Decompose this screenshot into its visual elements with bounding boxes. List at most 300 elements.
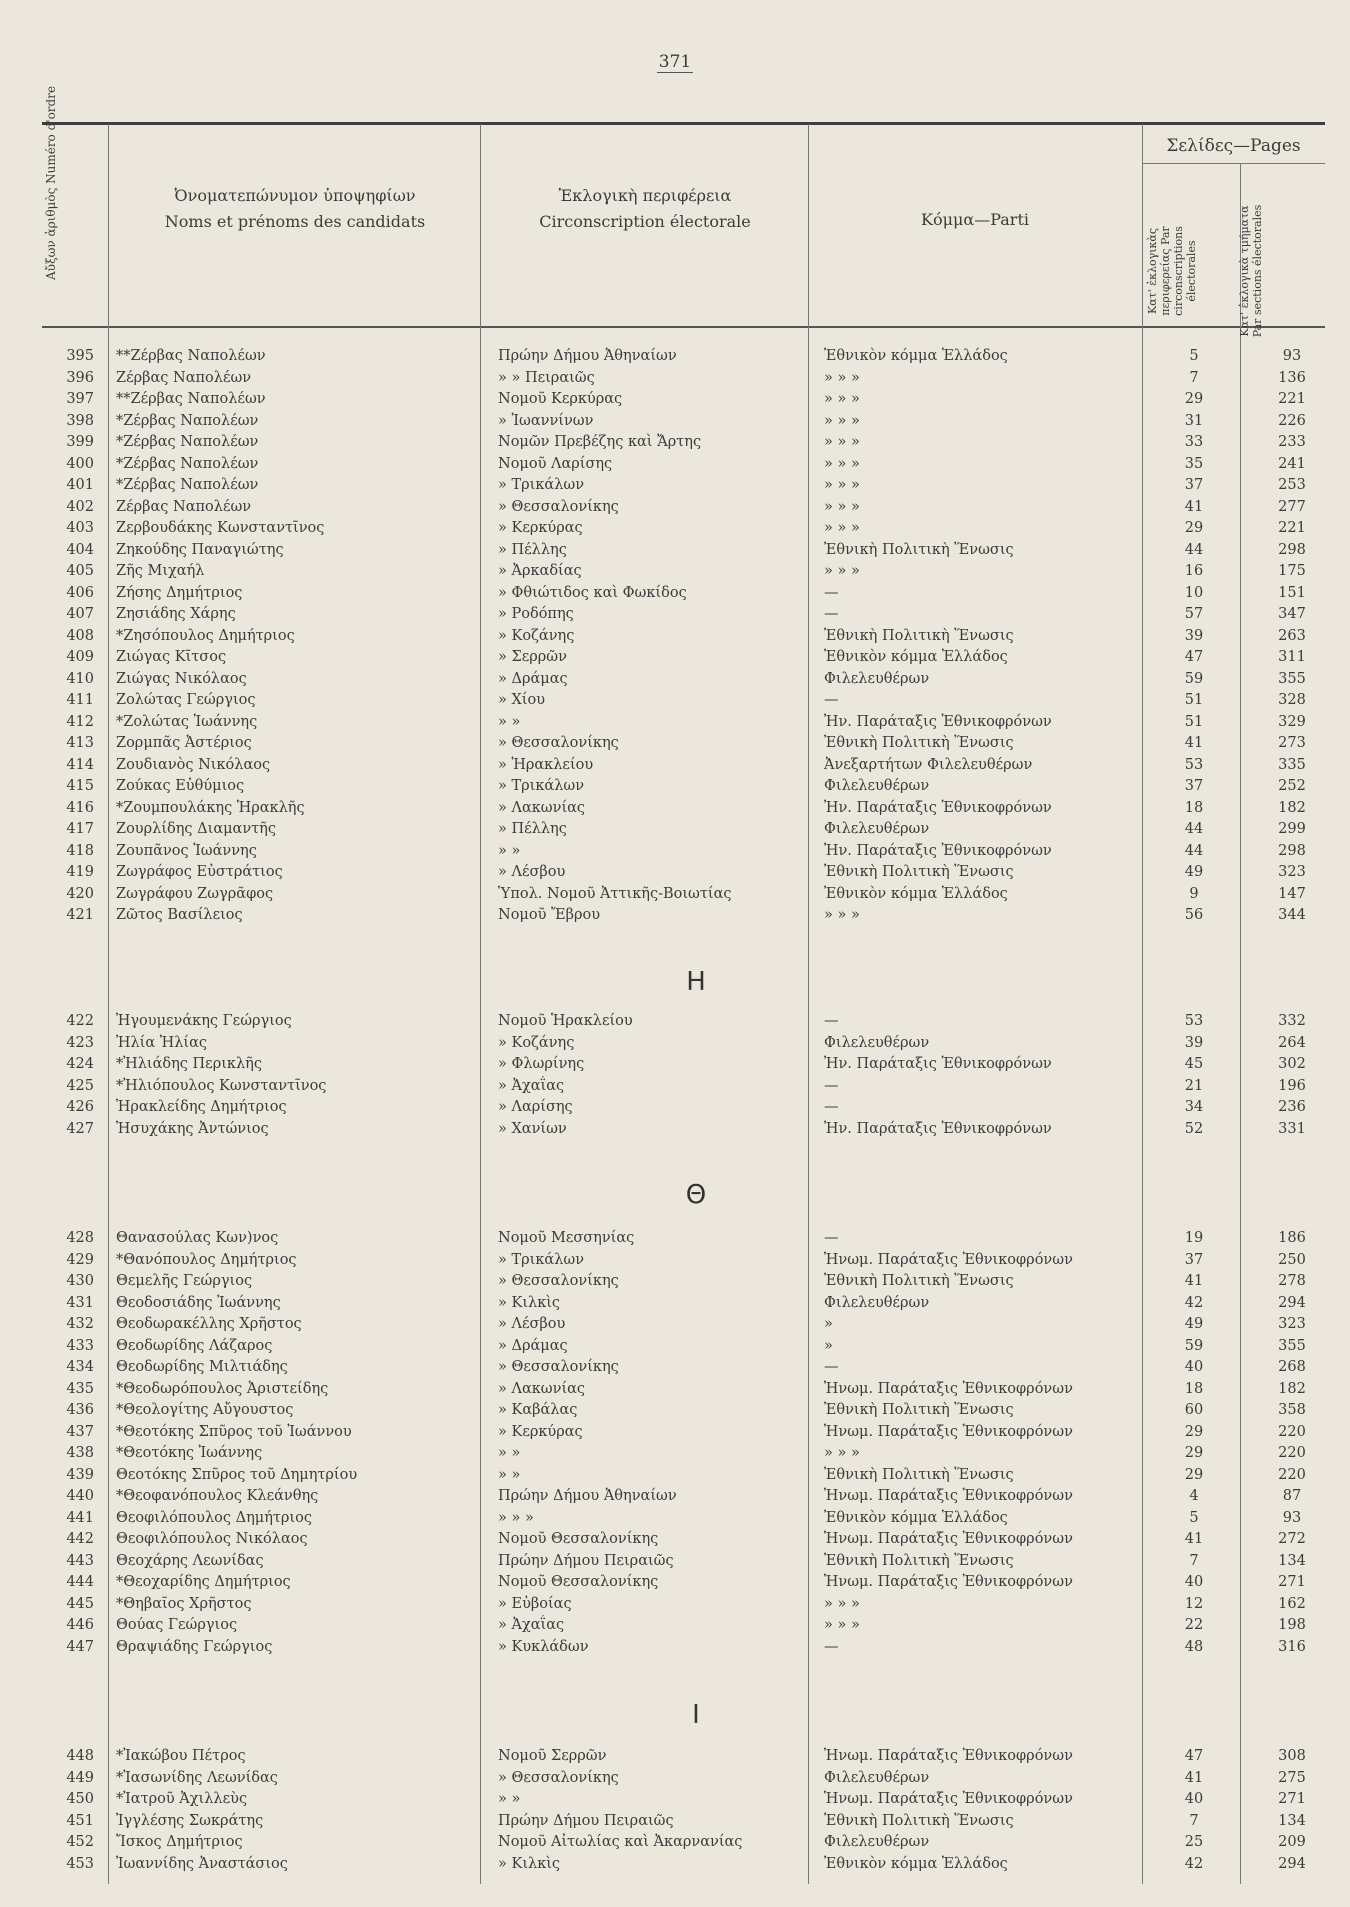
page-circonscription: 37 [1184, 1251, 1204, 1268]
candidate-name: Ἰγγλέσης Σωκράτης [116, 1812, 264, 1829]
page-circonscription: 40 [1184, 1574, 1204, 1590]
page-circonscription: 29 [1184, 391, 1204, 407]
row-number: 419 [66, 864, 94, 880]
section-letter-eta: Η [686, 967, 706, 997]
page-section: 198 [1278, 1617, 1306, 1633]
page-circonscription: 16 [1184, 563, 1204, 579]
page-circonscription: 51 [1184, 692, 1204, 708]
candidate-name: *Θανόπουλος Δημήτριος [116, 1251, 297, 1268]
page-section: 186 [1278, 1230, 1306, 1246]
table-row [42, 647, 1325, 669]
table-row [42, 1572, 1325, 1594]
circonscription: » Πέλλης [498, 541, 567, 558]
party: Ἐθνικὸν κόμμα Ἑλλάδος [824, 1509, 1008, 1526]
party: Ἡνωμ. Παράταξις Ἐθνικοφρόνων [824, 1748, 1073, 1764]
row-number: 423 [66, 1034, 94, 1051]
page-section: 221 [1278, 391, 1306, 407]
party: — [824, 1359, 839, 1375]
table-row [42, 1637, 1325, 1659]
circonscription: » » [498, 713, 521, 730]
page-section: 236 [1278, 1099, 1306, 1115]
table-row [42, 411, 1325, 433]
candidate-name: Ζῆς Μιχαήλ [116, 563, 205, 579]
party: Φιλελευθέρων [824, 1034, 930, 1051]
row-number: 396 [66, 369, 94, 386]
candidate-name: Θεοφιλόπουλος Δημήτριος [116, 1509, 312, 1526]
party: Ἡνωμ. Παράταξις Ἐθνικοφρόνων [824, 1531, 1073, 1547]
row-number: 431 [66, 1294, 94, 1311]
table-row [42, 561, 1325, 583]
page-circonscription: 49 [1184, 864, 1204, 880]
candidate-name: Θεοτόκης Σπῦρος τοῦ Δημητρίου [116, 1466, 358, 1483]
page-circonscription: 35 [1184, 455, 1204, 472]
page-section: 347 [1278, 606, 1306, 622]
page-circonscription: 40 [1184, 1359, 1204, 1375]
candidate-name: *Θεοτόκης Σπῦρος τοῦ Ἰωάννου [116, 1423, 352, 1440]
candidate-name: *Ζέρβας Ναπολέων [116, 412, 259, 429]
circonscription: » » [498, 1466, 521, 1483]
party: Ἡνωμ. Παράταξις Ἐθνικοφρόνων [824, 1251, 1073, 1268]
table-row [42, 583, 1325, 605]
circonscription: Νομοῦ Λαρίσης [498, 455, 613, 472]
page-circonscription: 7 [1189, 1812, 1199, 1829]
page-circonscription: 53 [1184, 1013, 1204, 1029]
page-circonscription: 44 [1184, 541, 1204, 558]
row-number: 397 [66, 391, 94, 407]
candidate-name: Ζησιάδης Χάρης [116, 606, 236, 622]
circonscription: » Τρικάλων [498, 477, 585, 493]
party: Φιλελευθέρων [824, 1834, 930, 1850]
page-section: 226 [1278, 412, 1306, 429]
page-circonscription: 51 [1184, 713, 1204, 730]
table-row [42, 1789, 1325, 1811]
page-circonscription: 41 [1184, 1769, 1204, 1786]
party: Φιλελευθέρων [824, 778, 930, 794]
page-circonscription: 5 [1189, 348, 1199, 364]
circonscription: » Λαρίσης [498, 1099, 573, 1115]
row-number: 410 [66, 670, 94, 687]
row-number: 432 [66, 1316, 94, 1332]
page-circonscription: 37 [1184, 477, 1204, 493]
candidate-name: *Ζησόπουλος Δημήτριος [116, 627, 295, 644]
candidate-name: Θούας Γεώργιος [116, 1617, 238, 1633]
row-number: 442 [66, 1531, 94, 1547]
circonscription: » Δράμας [498, 670, 568, 687]
circonscription: » » [498, 1791, 521, 1807]
row-number: 439 [66, 1466, 94, 1483]
page-section: 271 [1278, 1791, 1306, 1807]
header-number: Αὔξων ἀριθμὸς Numéro d'ordre [44, 85, 58, 280]
row-number: 412 [66, 713, 94, 730]
row-number: 401 [66, 477, 94, 493]
page-circonscription: 41 [1184, 498, 1204, 515]
table-row [42, 604, 1325, 626]
page-section: 328 [1278, 692, 1306, 708]
header-circonscription: Ἐκλογικὴ περιφέρεια Circonscription électorale [539, 186, 751, 231]
candidate-name: Ζιώγας Κῖτσος [116, 649, 227, 665]
table-row [42, 776, 1325, 798]
row-number: 437 [66, 1423, 94, 1440]
party: Ἡνωμ. Παράταξις Ἐθνικοφρόνων [824, 1380, 1073, 1397]
candidate-name: Ἡρακλείδης Δημήτριος [116, 1099, 287, 1115]
circonscription: » Λακωνίας [498, 799, 586, 816]
candidate-name: **Ζέρβας Ναπολέων [116, 348, 266, 364]
table-row [42, 690, 1325, 712]
page-circonscription: 31 [1184, 412, 1204, 429]
page-circonscription: 44 [1184, 821, 1204, 837]
page-circonscription: 40 [1184, 1791, 1204, 1807]
row-number: 440 [66, 1488, 94, 1504]
party: » » » [824, 563, 860, 579]
candidate-name: Ζήσης Δημήτριος [116, 584, 243, 601]
page-circonscription: 59 [1184, 670, 1204, 687]
candidate-name: Θραψιάδης Γεώργιος [116, 1638, 273, 1655]
page-section: 271 [1278, 1574, 1306, 1590]
party: — [824, 606, 839, 622]
circonscription: Πρώην Δήμου Πειραιῶς [498, 1552, 674, 1569]
table-row [42, 1054, 1325, 1076]
candidate-name: *Θεοχαρίδης Δημήτριος [116, 1574, 291, 1590]
header-name: Ὀνοματεπώνυμον ὑποψηφίων Noms et prénoms des candidats [164, 186, 426, 231]
party: Ἠν. Παράταξις Ἐθνικοφρόνων [824, 799, 1052, 816]
circonscription: Ὑπολ. Νομοῦ Ἀττικῆς-Βοιωτίας [498, 885, 732, 902]
row-number: 406 [66, 584, 94, 601]
party: Ἡνωμ. Παράταξις Ἐθνικοφρόνων [824, 1574, 1073, 1590]
page-section: 331 [1278, 1120, 1306, 1137]
candidate-name: Ἴσκος Δημήτριος [116, 1834, 243, 1850]
circonscription: Νομοῦ Ἡρακλείου [498, 1013, 633, 1029]
page-section: 278 [1278, 1273, 1306, 1289]
page-section: 316 [1278, 1638, 1306, 1655]
table-row [42, 1119, 1325, 1141]
table-row [42, 712, 1325, 734]
party: » » » [824, 520, 860, 536]
candidate-name: *Ἰασωνίδης Λεωνίδας [116, 1769, 278, 1786]
row-number: 426 [66, 1099, 94, 1115]
party: » » » [824, 391, 860, 407]
party: » » » [824, 477, 860, 493]
candidate-name: Ζιώγας Νικόλαος [116, 670, 247, 687]
pages-subheader-rule [1142, 163, 1325, 164]
page-circonscription: 18 [1184, 799, 1204, 816]
circonscription: » Λέσβου [498, 864, 566, 880]
table-row [42, 540, 1325, 562]
row-number: 404 [66, 541, 94, 558]
page-section: 220 [1278, 1445, 1306, 1461]
page-section: 298 [1278, 842, 1306, 859]
table-row [42, 1529, 1325, 1551]
table-row [42, 626, 1325, 648]
party: Ἐθνικὸν κόμμα Ἑλλάδος [824, 348, 1008, 364]
party: — [824, 1013, 839, 1029]
circonscription: » Κερκύρας [498, 520, 583, 536]
party: — [824, 584, 839, 601]
row-number: 449 [66, 1769, 94, 1786]
page-section: 311 [1278, 649, 1306, 665]
row-number: 417 [66, 821, 94, 837]
row-number: 441 [66, 1509, 94, 1526]
party: » » » [824, 498, 860, 515]
circonscription: » » » [498, 1509, 534, 1526]
party: Ἐθνικὴ Πολιτικὴ Ἕνωσις [824, 627, 1014, 644]
page-circonscription: 29 [1184, 1445, 1204, 1461]
row-number: 450 [66, 1791, 94, 1807]
candidate-name: Θεοδωρίδης Μιλτιάδης [116, 1359, 288, 1375]
table-row [42, 1228, 1325, 1250]
circonscription: » Θεσσαλονίκης [498, 1769, 619, 1786]
candidate-name: Ζωγράφου Ζωγρᾶφος [116, 885, 274, 902]
table-row [42, 1271, 1325, 1293]
party: Φιλελευθέρων [824, 1294, 930, 1311]
table-row [42, 755, 1325, 777]
page-circonscription: 45 [1184, 1056, 1204, 1072]
party: Ἡνωμ. Παράταξις Ἐθνικοφρόνων [824, 1791, 1073, 1807]
circonscription: Νομοῦ Θεσσαλονίκης [498, 1574, 659, 1590]
party: » » » [824, 907, 860, 923]
row-number: 429 [66, 1251, 94, 1268]
table-row [42, 497, 1325, 519]
table-row [42, 1336, 1325, 1358]
circonscription: » Θεσσαλονίκης [498, 498, 619, 515]
page-section: 134 [1278, 1812, 1306, 1829]
candidate-name: *Ζέρβας Ναπολέων [116, 477, 259, 493]
party: Ἐθνικὴ Πολιτικὴ Ἕνωσις [824, 864, 1014, 880]
page-section: 358 [1278, 1402, 1306, 1418]
page-section: 250 [1278, 1251, 1306, 1268]
page-section: 344 [1278, 907, 1306, 923]
page-section: 87 [1282, 1488, 1302, 1504]
candidate-name: Ἠλία Ἠλίας [116, 1034, 208, 1051]
page-section: 298 [1278, 541, 1306, 558]
row-number: 446 [66, 1617, 94, 1633]
circonscription: » Θεσσαλονίκης [498, 735, 619, 751]
page-section: 253 [1278, 477, 1306, 493]
header-pages-sections: Κατ' ἐκλογικὰ τμήματα Par sections électorales [1238, 204, 1264, 338]
page-section: 273 [1278, 735, 1306, 751]
page-section: 268 [1278, 1359, 1306, 1375]
candidate-name: *Θεολογίτης Αὔγουστος [116, 1402, 294, 1418]
page-circonscription: 29 [1184, 1466, 1204, 1483]
table-row [42, 518, 1325, 540]
page-circonscription: 44 [1184, 842, 1204, 859]
row-number: 400 [66, 455, 94, 472]
table-row [42, 862, 1325, 884]
table-row [42, 1250, 1325, 1272]
page-section: 299 [1278, 821, 1306, 837]
party: Ἐθνικὴ Πολιτικὴ Ἕνωσις [824, 1402, 1014, 1418]
candidate-name: Θεμελῆς Γεώργιος [116, 1273, 253, 1289]
party: Ἡνωμ. Παράταξις Ἐθνικοφρόνων [824, 1423, 1073, 1440]
page-circonscription: 18 [1184, 1380, 1204, 1397]
row-number: 409 [66, 649, 94, 665]
page-circonscription: 4 [1189, 1488, 1199, 1504]
candidate-name: *Ἠλιόπουλος Κωνσταντῖνος [116, 1077, 327, 1094]
circonscription: » Θεσσαλονίκης [498, 1273, 619, 1289]
page-circonscription: 57 [1184, 606, 1204, 622]
row-number: 415 [66, 778, 94, 794]
party: » » » [824, 434, 860, 450]
row-number: 436 [66, 1402, 94, 1418]
page-section: 136 [1278, 369, 1306, 386]
table-row [42, 1551, 1325, 1573]
circonscription: » Ροδόπης [498, 606, 574, 622]
table-top-rule [42, 122, 1325, 125]
circonscription: » Δράμας [498, 1337, 568, 1354]
row-number: 452 [66, 1834, 94, 1850]
page-section: 221 [1278, 520, 1306, 536]
candidate-name: *Ζολώτας Ἰωάννης [116, 713, 258, 730]
candidate-name: *Θεοφανόπουλος Κλεάνθης [116, 1488, 319, 1504]
table-row [42, 475, 1325, 497]
candidate-name: Ζορμπᾶς Ἀστέριος [116, 735, 252, 751]
candidate-name: *Ζέρβας Ναπολέων [116, 455, 259, 472]
page-section: 272 [1278, 1531, 1306, 1547]
circonscription: » » [498, 1445, 521, 1461]
circonscription: » Κοζάνης [498, 1034, 575, 1051]
page-circonscription: 33 [1184, 434, 1204, 450]
circonscription: Πρώην Δήμου Ἀθηναίων [498, 348, 677, 364]
candidate-name: *Ἰατροῦ Ἀχιλλεὺς [116, 1791, 248, 1807]
row-number: 424 [66, 1056, 94, 1072]
row-number: 403 [66, 520, 94, 536]
page-circonscription: 49 [1184, 1316, 1204, 1332]
circonscription: » Ἀχαΐας [498, 1077, 565, 1094]
row-number: 411 [66, 692, 94, 708]
page-number: 371 [658, 52, 692, 72]
table-row [42, 346, 1325, 368]
candidate-name: Ζούκας Εὐθύμιος [116, 778, 245, 794]
page-section: 147 [1278, 885, 1306, 902]
circonscription: » Ἡρακλείου [498, 756, 594, 773]
table-row [42, 884, 1325, 906]
party: — [824, 1077, 839, 1094]
table-group-theta [42, 1228, 1325, 1658]
row-number: 427 [66, 1120, 94, 1137]
circonscription: » Κερκύρας [498, 1423, 583, 1440]
party: Ἐθνικὴ Πολιτικὴ Ἕνωσις [824, 1552, 1014, 1569]
page-section: 196 [1278, 1077, 1306, 1094]
candidate-name: Ζέρβας Ναπολέων [116, 369, 252, 386]
row-number: 416 [66, 799, 94, 816]
table-row [42, 1508, 1325, 1530]
circonscription: » Φλωρίνης [498, 1056, 585, 1072]
header-pages-circonscriptions: Κατ' ἐκλογικὰς περιφερείας Par circonscriptions électorales [1146, 226, 1198, 316]
party: — [824, 692, 839, 708]
party: Φιλελευθέρων [824, 1769, 930, 1786]
candidate-name: Ζερβουδάκης Κωνσταντῖνος [116, 520, 325, 536]
table-row [42, 841, 1325, 863]
page-section: 175 [1278, 563, 1306, 579]
page-circonscription: 19 [1184, 1230, 1204, 1246]
row-number: 413 [66, 735, 94, 751]
circonscription: » Καβάλας [498, 1402, 578, 1418]
table-group-iota [42, 1746, 1325, 1875]
candidate-name: Θεοδοσιάδης Ἰωάννης [116, 1294, 281, 1311]
page-section: 93 [1282, 1509, 1302, 1526]
table-row [42, 1314, 1325, 1336]
circonscription: » Ἰωαννίνων [498, 412, 594, 429]
page-circonscription: 29 [1184, 1423, 1204, 1440]
circonscription: » Κιλκὶς [498, 1855, 561, 1872]
party: Ἐθνικὴ Πολιτικὴ Ἕνωσις [824, 541, 1014, 558]
party: Ἐθνικὴ Πολιτικὴ Ἕνωσις [824, 1466, 1014, 1483]
circonscription: » Θεσσαλονίκης [498, 1359, 619, 1375]
circonscription: » Σερρῶν [498, 649, 567, 665]
party: — [824, 1638, 839, 1655]
page-section: 162 [1278, 1595, 1306, 1612]
page-circonscription: 9 [1189, 885, 1199, 902]
page-section: 182 [1278, 799, 1306, 816]
page-section: 209 [1278, 1834, 1306, 1850]
table-row [42, 1832, 1325, 1854]
page-circonscription: 37 [1184, 778, 1204, 794]
table-row [42, 1615, 1325, 1637]
circonscription: » Φθιώτιδος καὶ Φωκίδος [498, 584, 687, 601]
row-number: 448 [66, 1748, 94, 1764]
row-number: 405 [66, 563, 94, 579]
page-circonscription: 47 [1184, 649, 1204, 665]
page-circonscription: 39 [1184, 1034, 1204, 1051]
table-row [42, 1594, 1325, 1616]
page-section: 134 [1278, 1552, 1306, 1569]
row-number: 453 [66, 1855, 94, 1872]
row-number: 399 [66, 434, 94, 450]
table-row [42, 1465, 1325, 1487]
candidate-name: Θεοφιλόπουλος Νικόλαος [116, 1531, 308, 1547]
table-row [42, 1293, 1325, 1315]
table-row [42, 1076, 1325, 1098]
page-section: 264 [1278, 1034, 1306, 1051]
table-row [42, 1097, 1325, 1119]
candidate-name: Ζουδιανὸς Νικόλαος [116, 756, 271, 773]
page-circonscription: 34 [1184, 1099, 1204, 1115]
row-number: 434 [66, 1359, 94, 1375]
circonscription: » Τρικάλων [498, 1251, 585, 1268]
candidate-name: Ζουπᾶνος Ἰωάννης [116, 842, 257, 859]
party: Ἐθνικὴ Πολιτικὴ Ἕνωσις [824, 1273, 1014, 1289]
party: » » » [824, 1617, 860, 1633]
section-letter-iota: Ι [692, 1700, 700, 1730]
table-row [42, 1422, 1325, 1444]
table-row [42, 389, 1325, 411]
party: Ἐθνικὸν κόμμα Ἑλλάδος [824, 1855, 1008, 1872]
table-row [42, 1443, 1325, 1465]
row-number: 433 [66, 1337, 94, 1354]
row-number: 402 [66, 498, 94, 515]
page-circonscription: 7 [1189, 369, 1199, 386]
row-number: 408 [66, 627, 94, 644]
page-section: 323 [1278, 864, 1306, 880]
circonscription: » Τρικάλων [498, 778, 585, 794]
party: » [824, 1337, 833, 1354]
table-header-rule [42, 326, 1325, 328]
circonscription: » » Πειραιῶς [498, 369, 595, 386]
page-circonscription: 5 [1189, 1509, 1199, 1526]
candidate-name: Θανασούλας Κων)νος [116, 1230, 279, 1246]
party: » [824, 1316, 833, 1332]
candidate-name: *Ἰακώβου Πέτρος [116, 1748, 246, 1764]
candidate-name: Ἡσυχάκης Ἀντώνιος [116, 1120, 269, 1137]
circonscription: » Κυκλάδων [498, 1638, 589, 1655]
circonscription: Πρώην Δήμου Ἀθηναίων [498, 1488, 677, 1504]
page-section: 93 [1282, 348, 1302, 364]
table-row [42, 432, 1325, 454]
page-circonscription: 53 [1184, 756, 1204, 773]
page-section: 302 [1278, 1056, 1306, 1072]
table-row [42, 819, 1325, 841]
table-row [42, 1033, 1325, 1055]
page-section: 335 [1278, 756, 1306, 773]
